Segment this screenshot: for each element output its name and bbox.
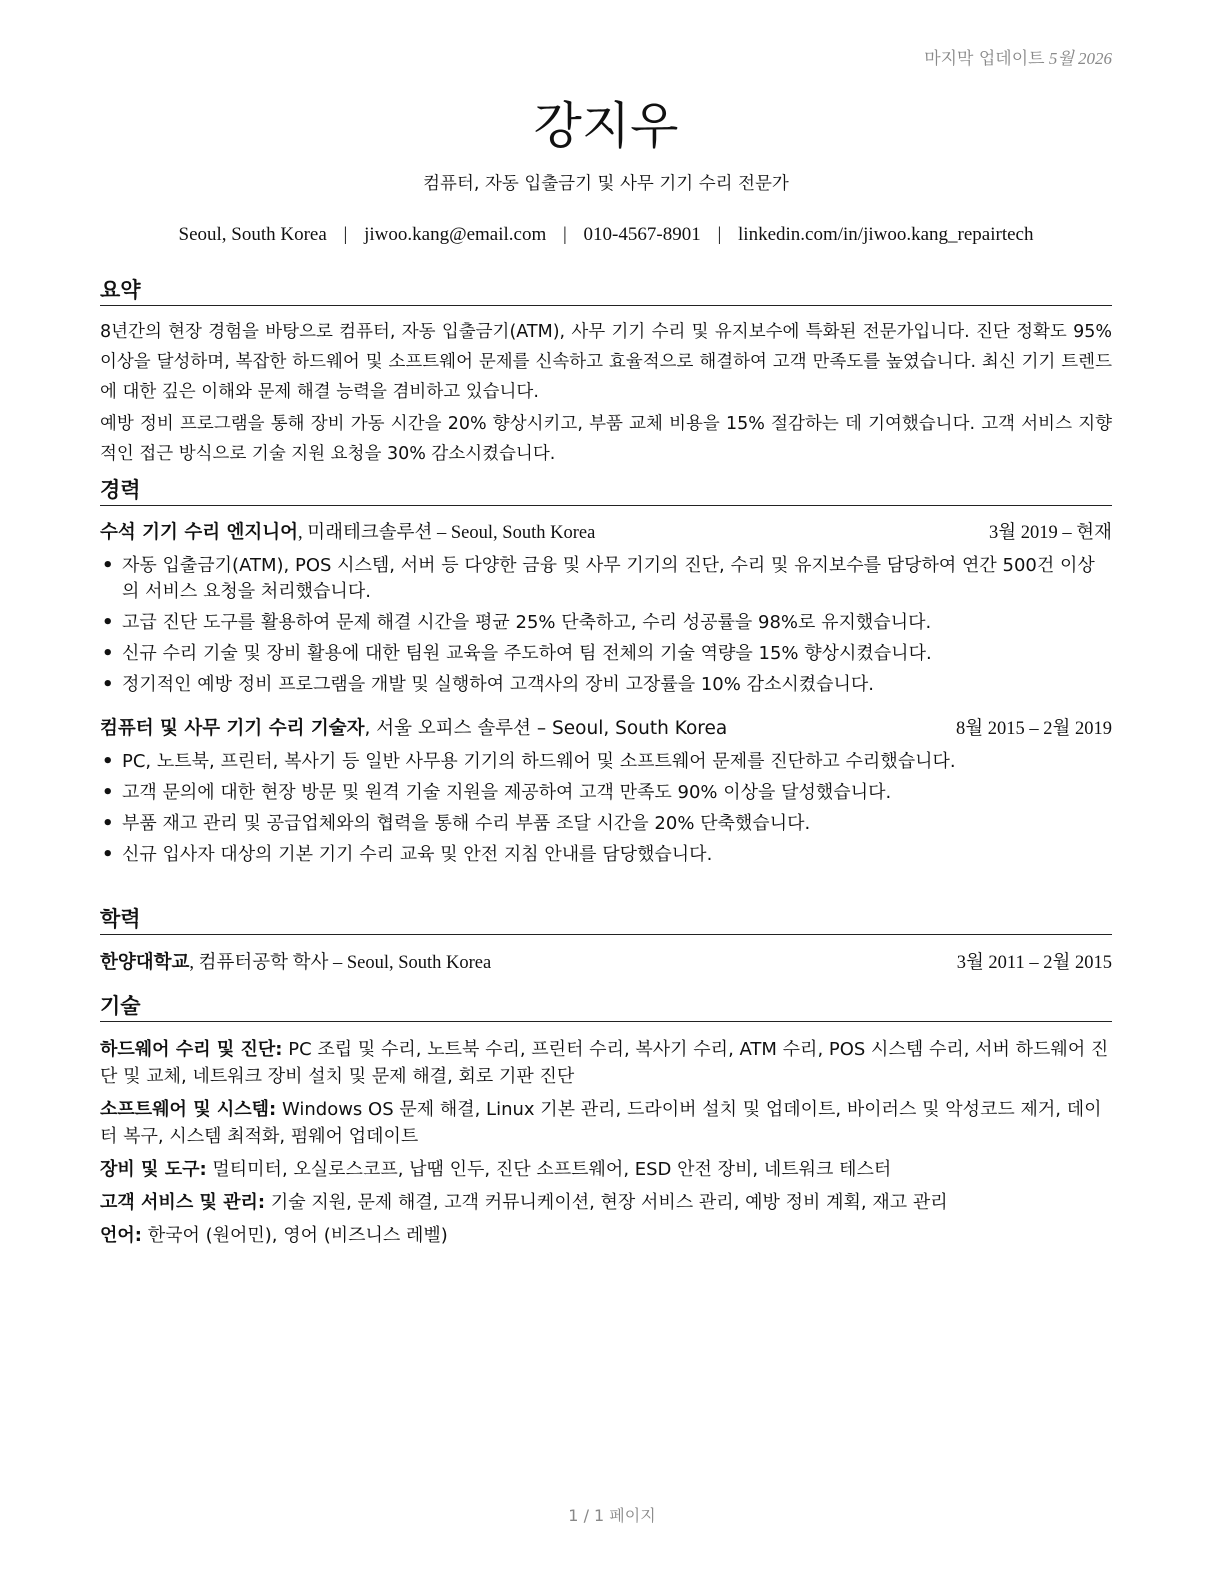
contact-separator: |	[562, 224, 567, 245]
skill-value: Windows OS 문제 해결, Linux 기본 관리, 드라이버 설치 및 업데이트, 바이러스 및 악성코드 제거, 데이터 복구, 시스템 최적화, 펌웨어 업데이트	[100, 1099, 1102, 1147]
skill-label: 소프트웨어 및 시스템:	[100, 1099, 277, 1120]
job-bullet: • 고급 진단 도구를 활용하여 문제 해결 시간을 평균 25% 단축하고, 수리 성공률을 98%로 유지했습니다.	[100, 610, 1112, 636]
skill-row	[100, 1096, 1112, 1150]
job-bullet: • 자동 입출금기(ATM), POS 시스템, 서버 등 다양한 금융 및 사무 기기의 진단, 수리 및 유지보수를 담당하여 연간 500건 이상의 서비스 요청을 처리했습니다.	[100, 553, 1112, 605]
summary-paragraph: 8년간의 현장 경험을 바탕으로 컴퓨터, 자동 입출금기(ATM), 사무 기기 수리 및 유지보수에 특화된 전문가입니다. 진단 정확도 95% 이상을 달성하며, 복잡한 하드웨어 및 소프트웨어 문제를 신속하고 효율적으로 해결하여 고객 만족도를 높였습니다. 최신 기기 트렌드에 대한 깊은 이해와 문제 해결 능력을 겸비하고 있습니다.	[100, 322, 1112, 402]
section-heading-education: 학력	[100, 905, 1112, 935]
job-company: , 미래테크솔루션 – Seoul, South Korea	[298, 523, 596, 543]
job-header	[100, 518, 1112, 548]
skill-row	[100, 1222, 1112, 1249]
contact-separator: |	[343, 224, 348, 245]
contact-linkedin[interactable]: linkedin.com/in/jiwoo.kang_repairtech	[738, 224, 1034, 245]
skill-label: 언어:	[100, 1225, 142, 1246]
skill-label: 고객 서비스 및 관리:	[100, 1192, 266, 1213]
last-updated	[924, 44, 1112, 69]
job-bullet: • 신규 수리 기술 및 장비 활용에 대한 팀원 교육을 주도하여 팀 전체의 기술 역량을 15% 향상시켰습니다.	[100, 641, 1112, 667]
last-updated-label: 마지막 업데이트	[924, 49, 1045, 69]
skill-row	[100, 1036, 1112, 1090]
job-title: 컴퓨터 및 사무 기기 수리 기술자	[100, 718, 365, 739]
summary-section	[100, 317, 1112, 471]
job-bullet: • 신규 입사자 대상의 기본 기기 수리 교육 및 안전 지침 안내를 담당했습니다.	[100, 842, 1112, 868]
contact-email[interactable]: jiwoo.kang@email.com	[364, 224, 547, 245]
job-bullet: • 부품 재고 관리 및 공급업체와의 협력을 통해 수리 부품 조달 시간을 20% 단축했습니다.	[100, 811, 1112, 837]
contact-location: Seoul, South Korea	[178, 224, 327, 245]
candidate-subtitle: 컴퓨터, 자동 입출금기 및 사무 기기 수리 전문가	[423, 174, 789, 194]
experience-section	[100, 518, 1112, 868]
skill-row	[100, 1189, 1112, 1216]
job-entry	[100, 714, 1112, 868]
skill-value: 멀티미터, 오실로스코프, 납땜 인두, 진단 소프트웨어, ESD 안전 장비, 네트워크 테스터	[206, 1159, 892, 1180]
skill-value: PC 조립 및 수리, 노트북 수리, 프린터 수리, 복사기 수리, ATM 수리, POS 시스템 수리, 서버 하드웨어 진단 및 교체, 네트워크 장비 설치 및 문제 해결, 회로 기판 진단	[100, 1039, 1109, 1087]
education-section	[100, 948, 1112, 978]
education-school: 한양대학교	[100, 952, 190, 973]
skill-value: 기술 지원, 문제 해결, 고객 커뮤니케이션, 현장 서비스 관리, 예방 정비 계획, 재고 관리	[265, 1192, 948, 1213]
skill-row	[100, 1156, 1112, 1183]
skill-label: 장비 및 도구:	[100, 1159, 207, 1180]
section-heading-summary: 요약	[100, 276, 1112, 306]
contact-separator: |	[717, 224, 722, 245]
job-company: , 서울 오피스 솔루션 – Seoul, South Korea	[364, 718, 728, 739]
job-entry	[100, 518, 1112, 698]
job-bullet: • 고객 문의에 대한 현장 방문 및 원격 기술 지원을 제공하여 고객 만족도 90% 이상을 달성했습니다.	[100, 780, 1112, 806]
skill-value: 한국어 (원어민), 영어 (비즈니스 레벨)	[141, 1225, 448, 1246]
contact-line	[100, 224, 1112, 246]
job-title: 수석 기기 수리 엔지니어	[100, 522, 299, 543]
job-bullet: • PC, 노트북, 프린터, 복사기 등 일반 사무용 기기의 하드웨어 및 소프트웨어 문제를 진단하고 수리했습니다.	[100, 749, 1112, 775]
section-heading-skills: 기술	[100, 992, 1112, 1022]
candidate-name: 강지우	[533, 97, 679, 155]
job-bullet: • 정기적인 예방 정비 프로그램을 개발 및 실행하여 고객사의 장비 고장률을 10% 감소시켰습니다.	[100, 672, 1112, 698]
job-dates: 8월 2015 – 2월 2019	[956, 719, 1112, 739]
education-dates: 3월 2011 – 2월 2015	[956, 953, 1112, 973]
skill-label: 하드웨어 수리 및 진단:	[100, 1039, 283, 1060]
last-updated-date: 5월 2026	[1048, 49, 1112, 68]
education-entry	[100, 948, 1112, 978]
job-dates: 3월 2019 – 현재	[989, 523, 1112, 543]
skills-section	[100, 1036, 1112, 1255]
summary-paragraph: 예방 정비 프로그램을 통해 장비 가동 시간을 20% 향상시키고, 부품 교체 비용을 15% 절감하는 데 기여했습니다. 고객 서비스 지향적인 접근 방식으로 기술 지원 요청을 30% 감소시켰습니다.	[100, 414, 1112, 464]
job-header	[100, 714, 1112, 744]
section-heading-experience: 경력	[100, 476, 1112, 506]
contact-phone: 010-4567-8901	[583, 224, 701, 245]
page-indicator: 1 / 1 페이지	[568, 1506, 656, 1525]
education-detail: , 컴퓨터공학 학사 – Seoul, South Korea	[189, 953, 492, 973]
